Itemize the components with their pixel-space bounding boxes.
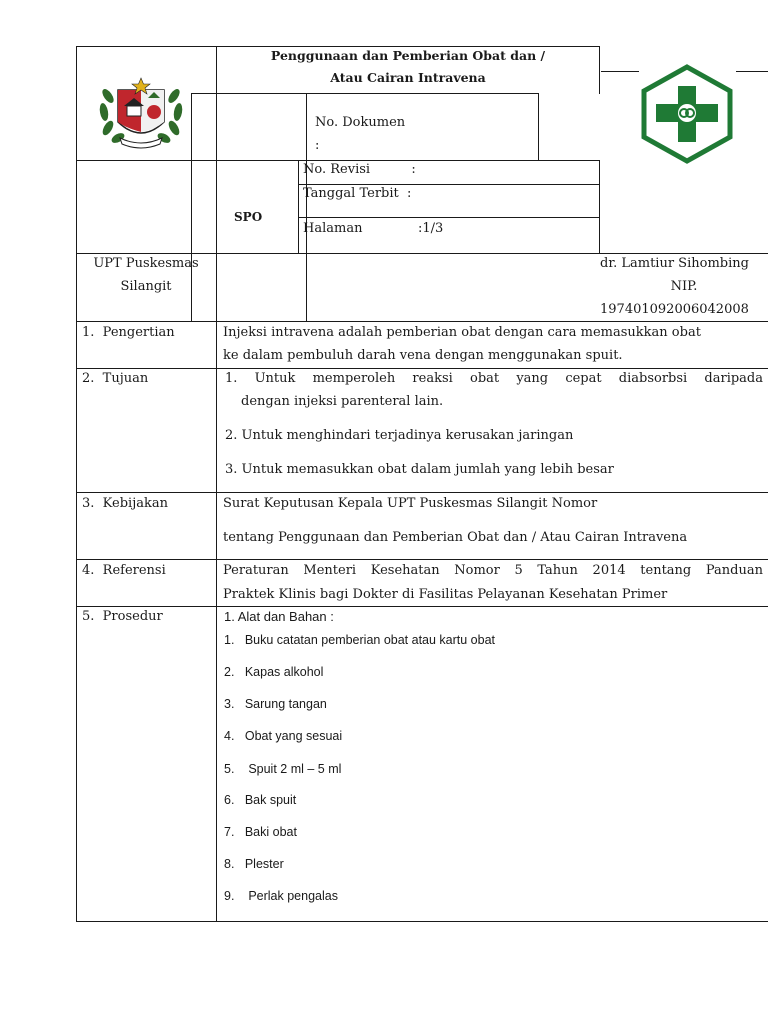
signer-name: dr. Lamtiur Sihombing [600, 256, 749, 271]
tujuan-item1-line1: 1. Untuk memperoleh reaksi obat yang cepat diabsorbsi daripada [225, 371, 763, 386]
tujuan-item1-line2: dengan injeksi parenteral lain. [241, 394, 444, 409]
revision-label: No. Revisi : [303, 162, 416, 177]
section-label-kebijakan: 3. Kebijakan [82, 496, 168, 511]
document-number-colon: : [315, 138, 320, 153]
section-label-tujuan: 2. Tujuan [82, 371, 149, 386]
tujuan-item2: 2. Untuk menghindari terjadinya kerusakan jaringan [225, 428, 574, 443]
page-label: Halaman [303, 221, 363, 236]
list-item: 5. Spuit 2 ml – 5 ml [224, 762, 342, 776]
tujuan-item3: 3. Untuk memasukkan obat dalam jumlah yang lebih besar [225, 462, 614, 477]
list-item: 1. Buku catatan pemberian obat atau kartu obat [224, 633, 496, 647]
page-value: :1/3 [418, 221, 444, 236]
document-title-line1: Penggunaan dan Pemberian Obat dan / [270, 48, 546, 63]
document-title-line2: Atau Cairan Intravena [330, 70, 486, 85]
section-label-pengertian: 1. Pengertian [82, 325, 175, 340]
document-number-label: No. Dokumen [315, 115, 406, 130]
section-label-referensi: 4. Referensi [82, 563, 166, 578]
referensi-text-line2: Praktek Klinis bagi Dokter di Fasilitas Pelayanan Kesehatan Primer [223, 587, 668, 602]
list-item: 4. Obat yang sesuai [224, 729, 343, 743]
regional-emblem-logo [94, 72, 188, 152]
section-label-prosedur: 5. Prosedur [82, 609, 163, 624]
pengertian-text-line2: ke dalam pembuluh darah vena dengan menggunakan spuit. [223, 348, 623, 363]
signer-nip-label: NIP. [670, 279, 698, 294]
puskesmas-logo-icon [638, 64, 736, 164]
list-item: 3. Sarung tangan [224, 697, 327, 711]
list-item: 6. Bak spuit [224, 793, 297, 807]
list-item: 8. Plester [224, 857, 284, 871]
spo-label: SPO [234, 210, 263, 224]
issue-date-label: Tanggal Terbit : [303, 186, 412, 201]
kebijakan-text-line2: tentang Penggunaan dan Pemberian Obat dan / Atau Cairan Intravena [223, 530, 688, 545]
referensi-text-line1: Peraturan Menteri Kesehatan Nomor 5 Tahun 2014 tentang Panduan [223, 563, 763, 578]
list-item: 2. Kapas alkohol [224, 665, 324, 679]
organization-name-line2: Silangit [120, 279, 172, 294]
organization-name-line1: UPT Puskesmas [93, 256, 199, 271]
pengertian-text-line1: Injeksi intravena adalah pemberian obat dengan cara memasukkan obat [223, 325, 701, 340]
signer-nip: 197401092006042008 [600, 302, 749, 317]
list-item: 9. Perlak pengalas [224, 889, 338, 903]
prosedur-subheading: 1. Alat dan Bahan : [224, 609, 334, 624]
list-item: 7. Baki obat [224, 825, 297, 839]
kebijakan-text-line1: Surat Keputusan Kepala UPT Puskesmas Silangit Nomor [223, 496, 598, 511]
